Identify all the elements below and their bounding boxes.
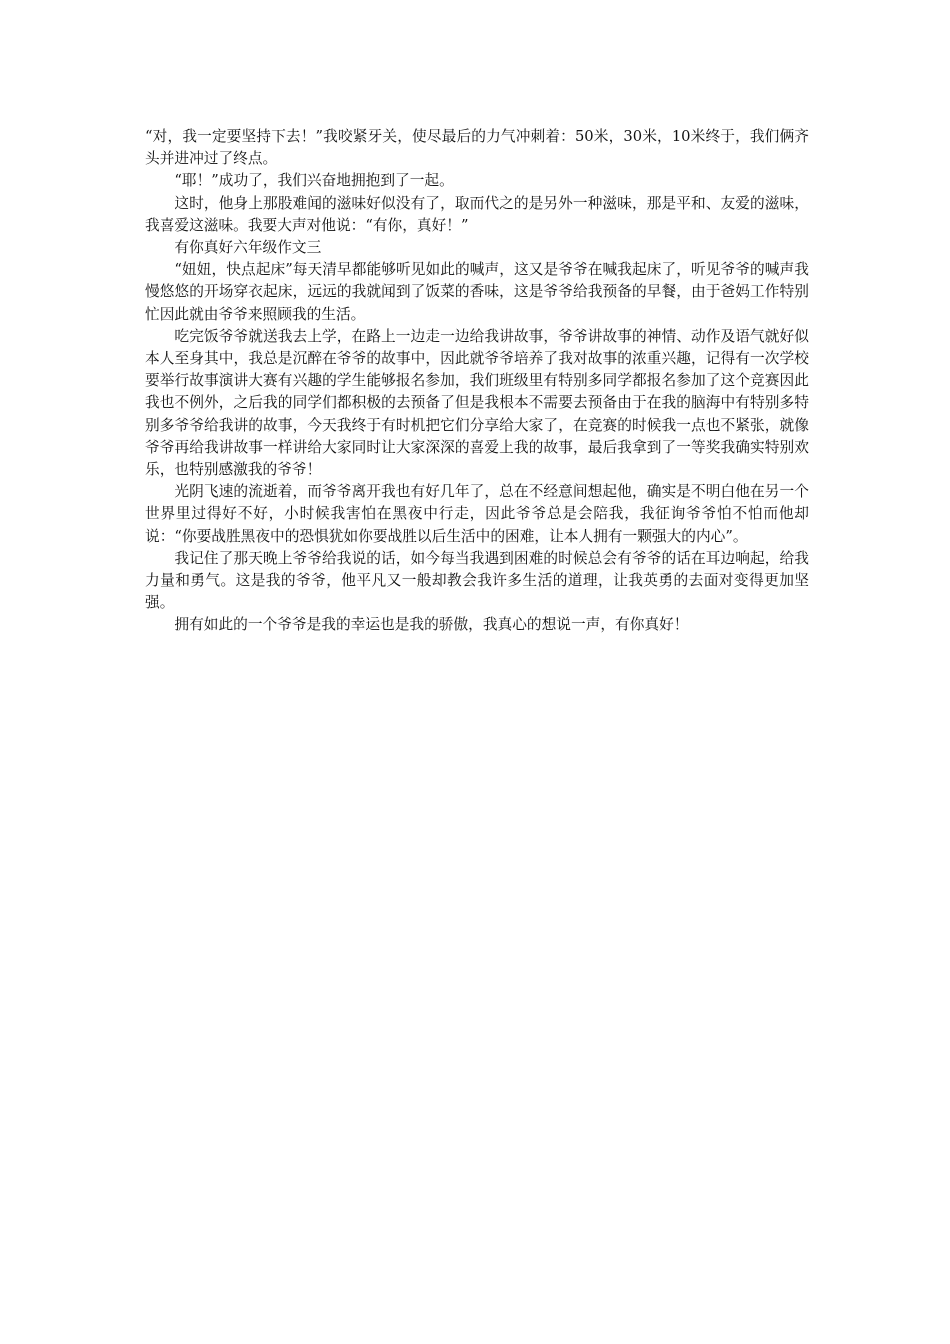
document-page: [145, 126, 809, 637]
paragraph-closing: 拥有如此的一个爷爷是我的幸运也是我的骄傲，我真心的想说一声，有你真好！: [174, 616, 689, 634]
section-heading: 有你真好六年级作文三: [174, 239, 322, 257]
paragraph-memories: 光阴飞速的流逝着，而爷爷离开我也有好几年了，总在不经意间想起他，确实是不明白他在另一个世界里过得好不好，小时候我害怕在黑夜中行走，因此爷爷总是会陪我，我征询爷爷怕不怕而他却说：“你要战胜黑夜中的恐惧犹如你要战胜以后生活中的困难，让本人拥有一颗强大的内心”。: [145, 483, 809, 545]
paragraph-stories: 吃完饭爷爷就送我去上学，在路上一边走一边给我讲故事，爷爷讲故事的神情、动作及语气就好似本人至身其中，我总是沉醉在爷爷的故事中，因此就爷爷培养了我对故事的浓重兴趣，记得有一次学校要举行故事演讲大赛有兴趣的学生能够报名参加，我们班级里有特别多同学都报名参加了这个竞赛因此我也不例外，之后我的同学们都积极的去预备了但是我根本不需要去预备由于在我的脑海中有特别多特别多爷爷给我讲的故事，今天我终于有时机把它们分享给大家了，在竞赛的时候我一点也不紧张，就像爷爷再给我讲故事一样讲给大家同时让大家深深的喜爱上我的故事，最后我拿到了一等奖我确实特别欢乐，也特别感激我的爷爷！: [145, 327, 809, 479]
paragraph-courage: 我记住了那天晚上爷爷给我说的话，如今每当我遇到困难的时候总会有爷爷的话在耳边响起，给我力量和勇气。这是我的爷爷，他平凡又一般却教会我许多生活的道理，让我英勇的去面对变得更加坚强。: [145, 549, 809, 612]
paragraph-celebration: “耶！”成功了，我们兴奋地拥抱到了一起。: [174, 172, 454, 190]
paragraph-friendship: 这时，他身上那股难闻的滋味好似没有了，取而代之的是另外一种滋味，那是平和、友爱的滋味，我喜爱这滋味。我要大声对他说：“有你，真好！”: [145, 194, 809, 234]
paragraph-wake-up: “妞妞，快点起床”每天清早都能够听见如此的喊声，这又是爷爷在喊我起床了，听见爷爷的喊声我慢悠悠的开场穿衣起床，远远的我就闻到了饭菜的香味，这是爷爷给我预备的早餐，由于爸妈工作特别忙因此就由爷爷来照顾我的生活。: [145, 261, 809, 323]
paragraph-race-finish: “对，我一定要坚持下去！”我咬紧牙关，使尽最后的力气冲刺着：50米，30米，10米终于，我们俩齐头并进冲过了终点。: [145, 128, 809, 168]
